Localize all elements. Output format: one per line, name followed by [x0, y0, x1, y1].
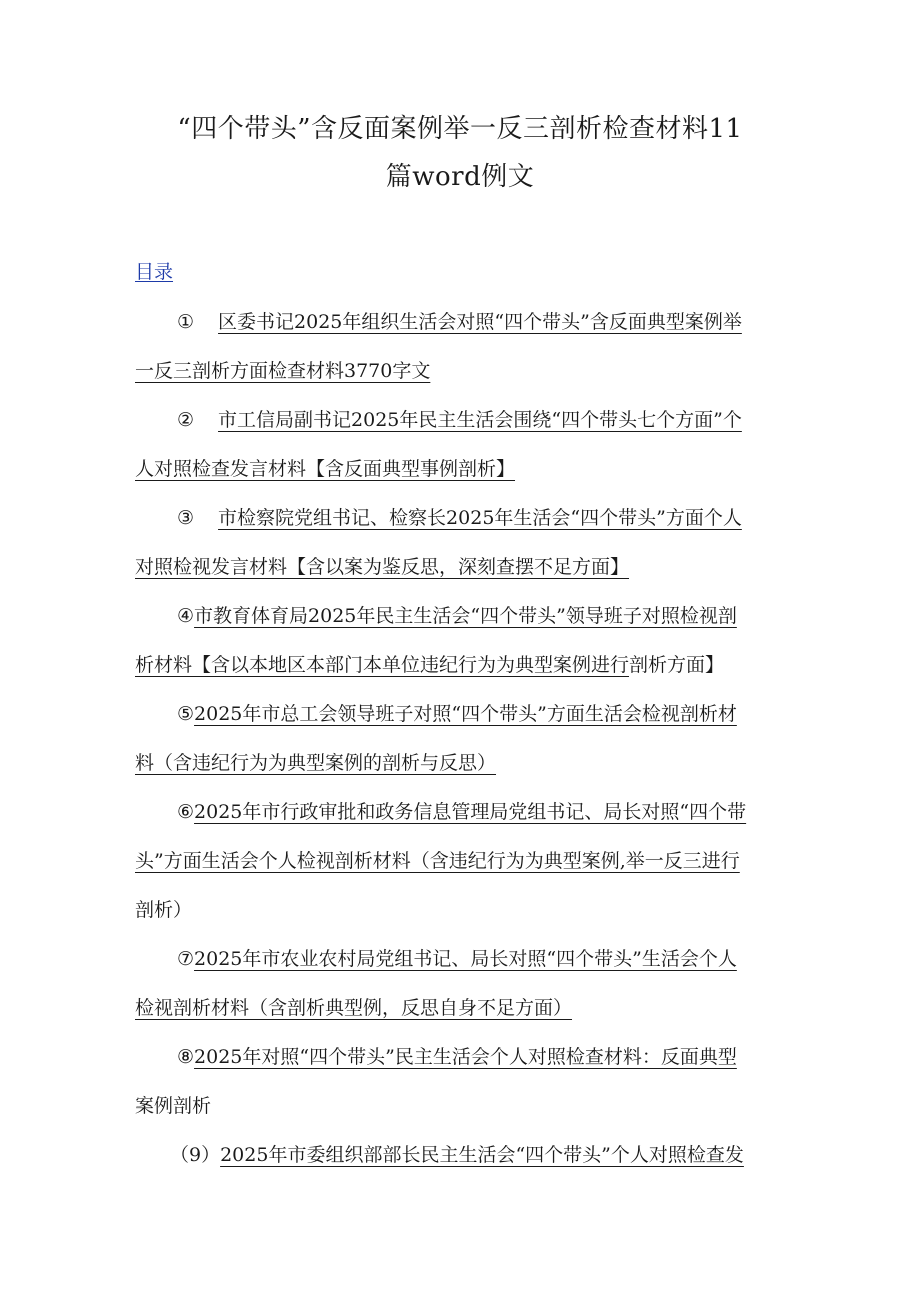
- toc-entry-9[interactable]: [135, 1131, 790, 1180]
- entry-number: ⑧: [177, 1046, 195, 1068]
- entry-text-line[interactable]: 市检察院党组书记、检察长2025年生活会“四个带头”方面个人: [218, 507, 742, 529]
- entry-text-line[interactable]: 析材料【含以本地区本部门本单位违纪行为为典型案例进行: [135, 654, 630, 676]
- entry-text-line[interactable]: 2025年市委组织部部长民主生活会“四个带头”个人对照检查发: [220, 1144, 744, 1166]
- toc-entry-3[interactable]: [135, 494, 790, 592]
- entry-number: ④: [177, 605, 195, 627]
- toc-entry-1[interactable]: [135, 298, 790, 396]
- entry-text-line[interactable]: 检视剖析材料（含剖析典型例，反思自身不足方面）: [135, 997, 573, 1019]
- entry-number: ⑤: [177, 703, 195, 725]
- entry-text-line[interactable]: 剖析）: [135, 899, 193, 921]
- entry-number: ⑦: [177, 948, 195, 970]
- entry-text-line[interactable]: 头”方面生活会个人检视剖析材料（含违纪行为为典型案例,举一反三进行: [135, 850, 740, 872]
- entry-number: ③: [177, 507, 195, 529]
- entry-number: ①: [177, 311, 195, 333]
- toc-entry-8[interactable]: [135, 1033, 790, 1131]
- entry-text-line[interactable]: 2025年市行政审批和政务信息管理局党组书记、局长对照“四个带: [194, 801, 747, 823]
- toc-entry-6[interactable]: [135, 788, 790, 935]
- entry-text-line[interactable]: 市工信局副书记2025年民主生活会围绕“四个带头七个方面”个: [218, 409, 742, 431]
- entry-number: ②: [177, 409, 195, 431]
- entry-text-line[interactable]: 对照检视发言材料【含以案为鉴反思，深刻查摆不足方面】: [135, 556, 630, 578]
- toc-entry-2[interactable]: [135, 396, 790, 494]
- document-title-line-2: 篇word例文: [385, 162, 535, 192]
- entry-text-line[interactable]: 区委书记2025年组织生活会对照“四个带头”含反面典型案例举: [218, 311, 742, 333]
- toc-link[interactable]: 目录: [135, 261, 174, 283]
- entry-text-tail: 剖析方面】: [629, 654, 725, 676]
- entry-text-line[interactable]: 2025年市总工会领导班子对照“四个带头”方面生活会检视剖析材: [194, 703, 737, 725]
- toc-entry-4[interactable]: [135, 592, 790, 690]
- document-title-line-1: “四个带头”含反面案例举一反三剖析检查材料11: [177, 114, 743, 144]
- entry-text-line[interactable]: 料（含违纪行为为典型案例的剖析与反思）: [135, 752, 497, 774]
- entry-text-line[interactable]: 人对照检查发言材料【含反面典型事例剖析】: [135, 458, 516, 480]
- entry-text-line[interactable]: 2025年对照“四个带头”民主生活会个人对照检查材料：反面典型: [194, 1046, 737, 1068]
- entry-text-line[interactable]: 市教育体育局2025年民主生活会“四个带头”领导班子对照检视剖: [194, 605, 737, 627]
- entry-number: ⑥: [177, 801, 195, 823]
- toc-entry-7[interactable]: [135, 935, 790, 1033]
- entry-text-line[interactable]: 一反三剖析方面检查材料3770字文: [135, 360, 431, 382]
- entry-number: （9）: [170, 1144, 221, 1166]
- entry-text-line[interactable]: 2025年市农业农村局党组书记、局长对照“四个带头”生活会个人: [194, 948, 737, 970]
- entry-text-line[interactable]: 案例剖析: [135, 1095, 212, 1117]
- toc-entry-5[interactable]: [135, 690, 790, 788]
